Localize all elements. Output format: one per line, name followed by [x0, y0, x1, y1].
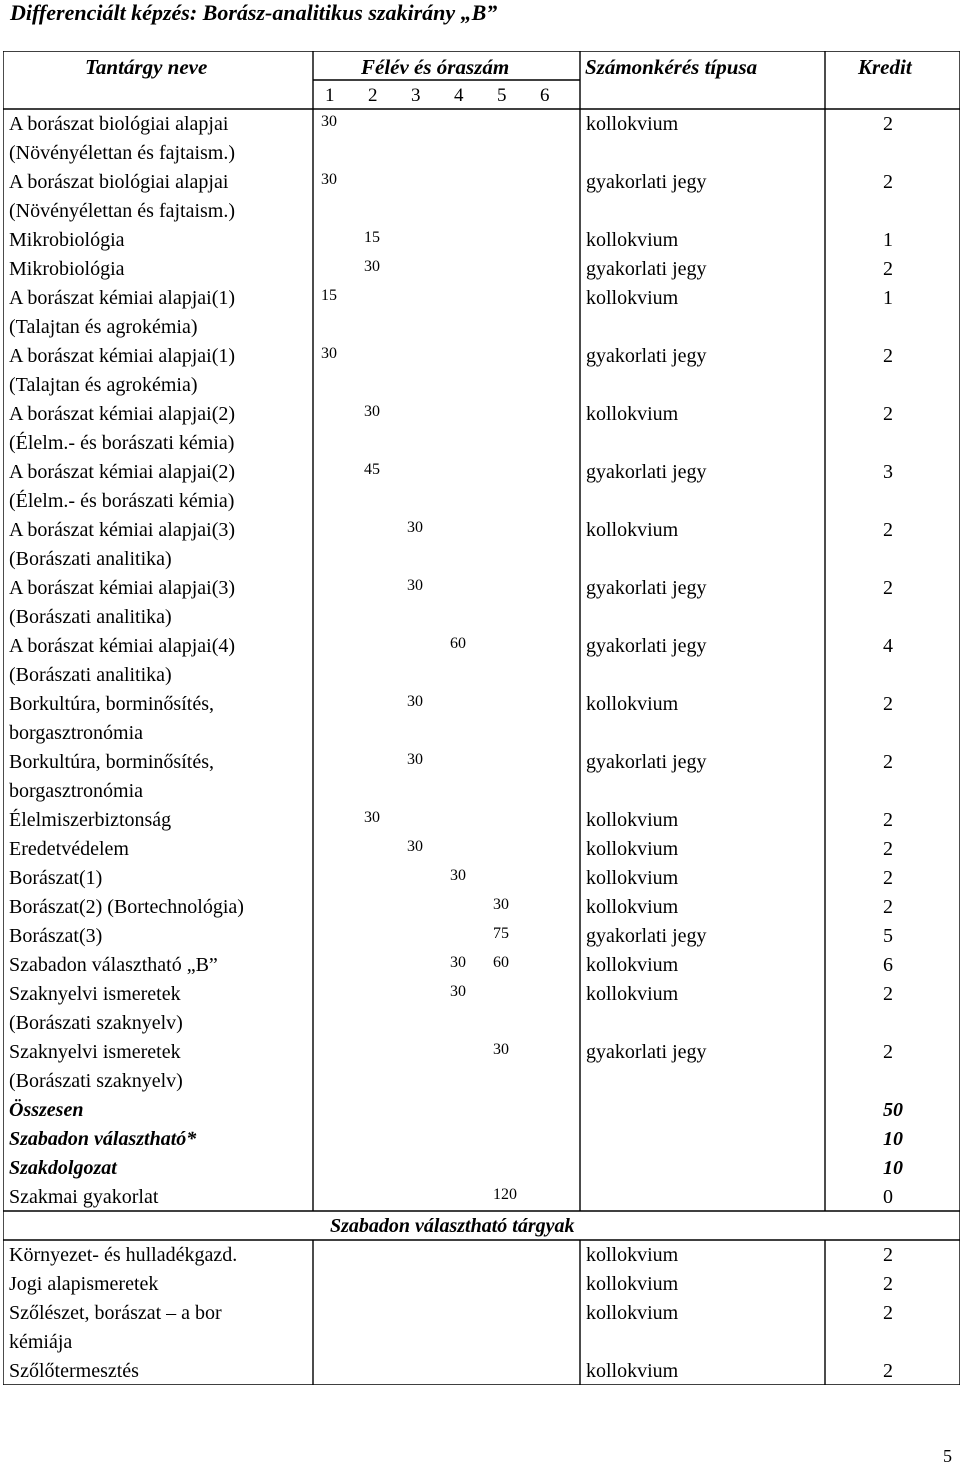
- exam-type: kollokvium: [586, 1244, 679, 1266]
- exam-type: kollokvium: [586, 954, 679, 976]
- header-semester: Félév és óraszám: [361, 55, 510, 79]
- exam-type: kollokvium: [586, 1273, 679, 1295]
- elective-name: Szőlőtermesztés: [9, 1360, 139, 1382]
- semester-number: 5: [497, 85, 507, 106]
- semester-number: 6: [540, 85, 550, 106]
- hours-value: 60: [450, 635, 466, 652]
- header-subject: Tantárgy neve: [85, 55, 208, 79]
- subject-name: (Talajtan és agrokémia): [9, 316, 198, 338]
- hours-value: 30: [493, 896, 509, 913]
- exam-type: kollokvium: [586, 403, 679, 425]
- hours-value: 30: [321, 345, 337, 362]
- elective-section-header: Szabadon választható tárgyak: [330, 1215, 575, 1237]
- elective-name: Jogi alapismeretek: [9, 1273, 159, 1295]
- hours-value: 30: [321, 113, 337, 130]
- elective-name: Szőlészet, borászat – a bor: [9, 1302, 222, 1324]
- hours-value: 30: [364, 258, 380, 275]
- credit-value: 2: [883, 1273, 893, 1295]
- subject-name: A borászat kémiai alapjai(2): [9, 403, 236, 425]
- subject-name: A borászat kémiai alapjai(3): [9, 519, 236, 541]
- header-exam-type: Számonkérés típusa: [585, 55, 758, 79]
- exam-type: kollokvium: [586, 896, 679, 918]
- subject-name: Szabadon választható*: [9, 1128, 197, 1150]
- exam-type: gyakorlati jegy: [586, 345, 707, 367]
- credit-value: 2: [883, 751, 893, 773]
- credit-value: 2: [883, 113, 893, 135]
- hours-value: 30: [364, 809, 380, 826]
- subject-name: Szakmai gyakorlat: [9, 1186, 159, 1208]
- credit-value: 2: [883, 896, 893, 918]
- document-title: Differenciált képzés: Borász-analitikus szakirány „B”: [10, 0, 498, 25]
- subject-name: (Borászati analitika): [9, 664, 172, 686]
- subject-name: A borászat biológiai alapjai: [9, 171, 229, 193]
- subject-name: (Borászati analitika): [9, 606, 172, 628]
- hours-value: 75: [493, 925, 509, 942]
- subject-name: (Élelm.- és borászati kémia): [9, 490, 235, 512]
- exam-type: kollokvium: [586, 983, 679, 1005]
- subject-name: (Élelm.- és borászati kémia): [9, 432, 235, 454]
- subject-name: Eredetvédelem: [9, 838, 129, 860]
- elective-name: kémiája: [9, 1331, 73, 1353]
- subject-name: Szakdolgozat: [9, 1157, 117, 1179]
- subject-name: A borászat kémiai alapjai(1): [9, 345, 236, 367]
- hours-value: 15: [321, 287, 337, 304]
- credit-value: 2: [883, 519, 893, 541]
- curriculum-table: [3, 51, 960, 1385]
- credit-value: 2: [883, 1041, 893, 1063]
- hours-value: 30: [407, 693, 423, 710]
- hours-value: 30: [450, 954, 466, 971]
- exam-type: gyakorlati jegy: [586, 171, 707, 193]
- subject-name: borgasztronómia: [9, 722, 144, 744]
- hours-value: 30: [321, 171, 337, 188]
- credit-value: 2: [883, 867, 893, 889]
- hours-value: 30: [407, 577, 423, 594]
- credit-value: 2: [883, 838, 893, 860]
- exam-type: gyakorlati jegy: [586, 1041, 707, 1063]
- credit-value: 3: [883, 461, 893, 483]
- credit-value: 2: [883, 983, 893, 1005]
- exam-type: gyakorlati jegy: [586, 925, 707, 947]
- exam-type: kollokvium: [586, 287, 679, 309]
- subject-name: Borászat(3): [9, 925, 103, 947]
- elective-name: Környezet- és hulladékgazd.: [9, 1244, 238, 1266]
- hours-value: 30: [364, 403, 380, 420]
- exam-type: kollokvium: [586, 519, 679, 541]
- subject-name: Borászat(1): [9, 867, 103, 889]
- credit-value: 1: [883, 229, 893, 251]
- subject-name: Szabadon választható „B”: [9, 954, 218, 976]
- exam-type: kollokvium: [586, 229, 679, 251]
- credit-value: 2: [883, 403, 893, 425]
- exam-type: kollokvium: [586, 113, 679, 135]
- credit-value: 2: [883, 1244, 893, 1266]
- hours-value: 45: [364, 461, 380, 478]
- credit-value: 2: [883, 258, 893, 280]
- hours-value: 30: [407, 519, 423, 536]
- semester-number: 2: [368, 85, 378, 106]
- subject-name: A borászat kémiai alapjai(1): [9, 287, 236, 309]
- subject-name: Mikrobiológia: [9, 229, 125, 251]
- subject-name: (Borászati szaknyelv): [9, 1012, 183, 1034]
- exam-type: kollokvium: [586, 809, 679, 831]
- credit-value: 0: [883, 1186, 893, 1208]
- credit-value: 5: [883, 925, 893, 947]
- subject-name: Mikrobiológia: [9, 258, 125, 280]
- semester-number: 3: [411, 85, 421, 106]
- hours-value: 30: [450, 867, 466, 884]
- credit-value: 2: [883, 577, 893, 599]
- page-number: 5: [943, 1446, 952, 1466]
- hours-value: 15: [364, 229, 380, 246]
- credit-value: 2: [883, 809, 893, 831]
- subject-name: Élelmiszerbiztonság: [9, 809, 172, 831]
- hours-value: 30: [450, 983, 466, 1000]
- subject-name: Szaknyelvi ismeretek: [9, 983, 181, 1005]
- exam-type: gyakorlati jegy: [586, 751, 707, 773]
- exam-type: kollokvium: [586, 838, 679, 860]
- subject-name: A borászat kémiai alapjai(4): [9, 635, 236, 657]
- credit-value: 10: [883, 1157, 903, 1179]
- subject-name: A borászat biológiai alapjai: [9, 113, 229, 135]
- credit-value: 6: [883, 954, 893, 976]
- subject-name: Szaknyelvi ismeretek: [9, 1041, 181, 1063]
- credit-value: 1: [883, 287, 893, 309]
- exam-type: gyakorlati jegy: [586, 461, 707, 483]
- subject-name: A borászat kémiai alapjai(2): [9, 461, 236, 483]
- credit-value: 2: [883, 1360, 893, 1382]
- credit-value: 2: [883, 1302, 893, 1324]
- subject-name: Borkultúra, borminősítés,: [9, 693, 214, 715]
- subject-name: borgasztronómia: [9, 780, 144, 802]
- hours-value: 30: [407, 751, 423, 768]
- credit-value: 2: [883, 693, 893, 715]
- exam-type: kollokvium: [586, 1302, 679, 1324]
- exam-type: kollokvium: [586, 693, 679, 715]
- hours-value: 60: [493, 954, 509, 971]
- subject-name: (Növényélettan és fajtaism.): [9, 142, 236, 164]
- subject-name: (Borászati szaknyelv): [9, 1070, 183, 1092]
- hours-value: 30: [493, 1041, 509, 1058]
- header-credit: Kredit: [858, 55, 912, 79]
- subject-name: Összesen: [9, 1099, 84, 1121]
- exam-type: gyakorlati jegy: [586, 258, 707, 280]
- exam-type: kollokvium: [586, 867, 679, 889]
- credit-value: 4: [883, 635, 893, 657]
- subject-name: Borászat(2) (Bortechnológia): [9, 896, 244, 918]
- credit-value: 50: [883, 1099, 903, 1121]
- credit-value: 10: [883, 1128, 903, 1150]
- subject-name: Borkultúra, borminősítés,: [9, 751, 214, 773]
- subject-name: A borászat kémiai alapjai(3): [9, 577, 236, 599]
- semester-number: 1: [325, 85, 335, 106]
- subject-name: (Talajtan és agrokémia): [9, 374, 198, 396]
- exam-type: kollokvium: [586, 1360, 679, 1382]
- credit-value: 2: [883, 171, 893, 193]
- credit-value: 2: [883, 345, 893, 367]
- subject-name: (Borászati analitika): [9, 548, 172, 570]
- semester-number: 4: [454, 85, 464, 106]
- hours-value: 30: [407, 838, 423, 855]
- hours-value: 120: [493, 1186, 517, 1203]
- exam-type: gyakorlati jegy: [586, 635, 707, 657]
- subject-name: (Növényélettan és fajtaism.): [9, 200, 236, 222]
- exam-type: gyakorlati jegy: [586, 577, 707, 599]
